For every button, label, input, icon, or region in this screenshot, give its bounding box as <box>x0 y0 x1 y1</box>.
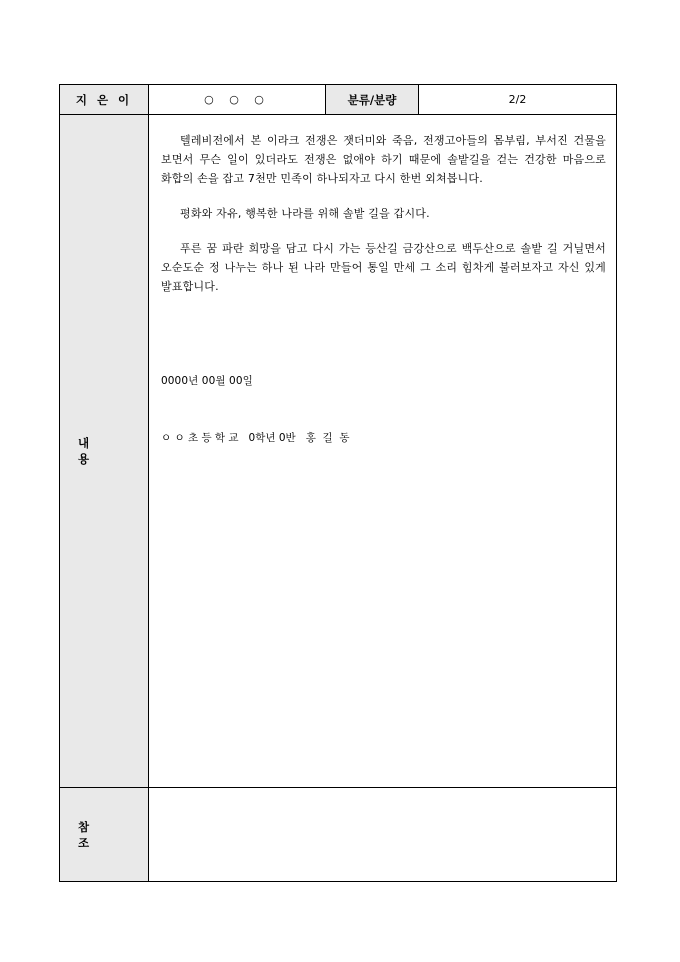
content-label: 내 용 <box>60 115 149 787</box>
document-form-table <box>59 84 617 882</box>
content-paragraph: 텔레비전에서 본 이라크 전쟁은 잿더미와 죽음, 전쟁고아들의 몸부림, 부서진 건물을 보면서 무슨 일이 있더라도 전쟁은 없애야 하기 때문에 솔밭길을 걷는 건강한 마음으로 화합의 손을 잡고 7천만 민족이 하나되자고 다시 한번 외쳐봅니다. <box>161 134 606 185</box>
author-value: ○ ○ ○ <box>149 85 326 114</box>
signature-line: ㅇ ㅇ 초 등 학 교 0학년 0반 홍 길 동 <box>161 432 350 444</box>
author-label: 지 은 이 <box>60 85 149 114</box>
content-paragraph: 평화와 자유, 행복한 나라를 위해 솔밭 길을 갑시다. <box>180 207 430 220</box>
category-value: 2/2 <box>508 93 527 106</box>
reference-row <box>60 788 616 881</box>
content-row <box>60 115 616 788</box>
reference-label: 참 조 <box>60 788 149 881</box>
category-label: 분류/분량 <box>326 85 419 114</box>
content-body <box>149 115 616 787</box>
date-line: 0000년 00월 00일 <box>161 375 253 387</box>
header-row <box>60 85 616 115</box>
reference-value <box>149 788 616 881</box>
content-paragraph: 푸른 꿈 파란 희망을 담고 다시 가는 등산길 금강산으로 백두산으로 솔밭 길 거닐면서 오순도순 정 나누는 하나 된 나라 만들어 통일 만세 그 소리 힘차게 불러보자고 자신 있게 발표합니다. <box>161 242 606 293</box>
